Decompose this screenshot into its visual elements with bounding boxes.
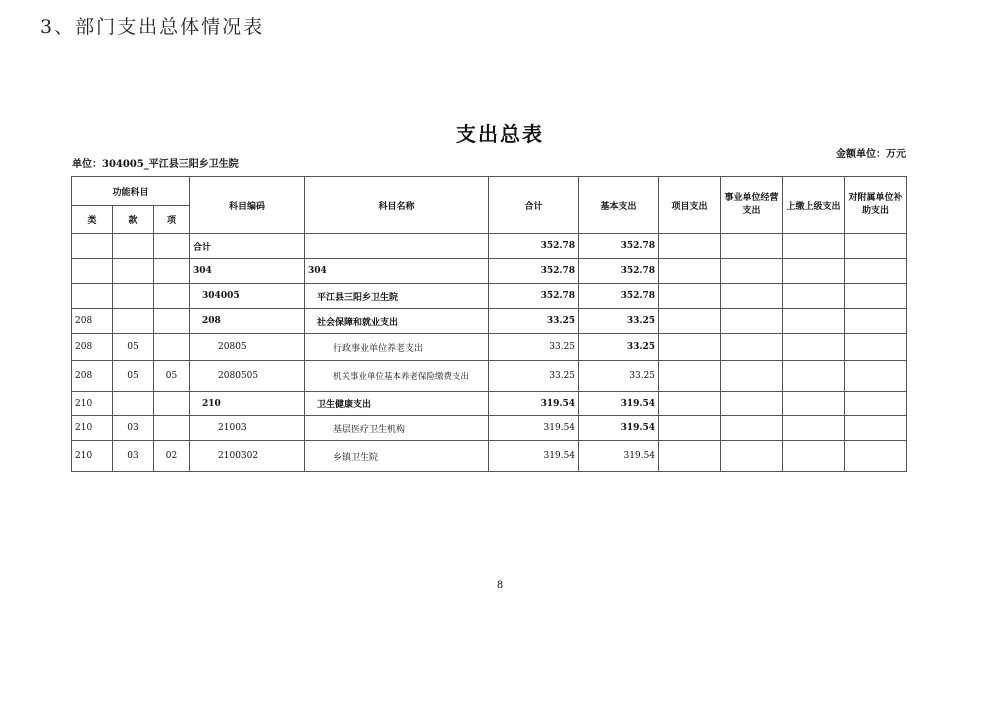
cell-basic: 33.25 bbox=[579, 361, 659, 392]
cell-xiang bbox=[154, 309, 190, 334]
cell-subsidy bbox=[845, 259, 907, 284]
cell-name: 乡镇卫生院 bbox=[305, 441, 489, 472]
cell-project bbox=[659, 392, 721, 416]
cell-xiang bbox=[154, 416, 190, 441]
table-row bbox=[72, 334, 907, 361]
cell-project bbox=[659, 441, 721, 472]
header-project: 项目支出 bbox=[659, 177, 721, 234]
header-basic: 基本支出 bbox=[579, 177, 659, 234]
cell-total: 33.25 bbox=[489, 309, 579, 334]
cell-total: 319.54 bbox=[489, 416, 579, 441]
table-row bbox=[72, 361, 907, 392]
cell-name: 基层医疗卫生机构 bbox=[305, 416, 489, 441]
cell-kuan: 03 bbox=[113, 416, 154, 441]
cell-name: 304 bbox=[305, 259, 489, 284]
cell-subsidy bbox=[845, 416, 907, 441]
cell-lei bbox=[72, 284, 113, 309]
cell-lei: 210 bbox=[72, 392, 113, 416]
cell-xiang: 05 bbox=[154, 361, 190, 392]
cell-lei bbox=[72, 259, 113, 284]
cell-upper bbox=[783, 361, 845, 392]
cell-business bbox=[721, 234, 783, 259]
cell-code: 21003 bbox=[190, 416, 305, 441]
cell-basic: 33.25 bbox=[579, 334, 659, 361]
cell-total: 352.78 bbox=[489, 284, 579, 309]
cell-upper bbox=[783, 234, 845, 259]
cell-basic: 319.54 bbox=[579, 392, 659, 416]
cell-upper bbox=[783, 259, 845, 284]
cell-name: 卫生健康支出 bbox=[305, 392, 489, 416]
cell-subsidy bbox=[845, 234, 907, 259]
header-name: 科目名称 bbox=[305, 177, 489, 234]
cell-project bbox=[659, 259, 721, 284]
cell-business bbox=[721, 334, 783, 361]
cell-subsidy bbox=[845, 334, 907, 361]
cell-total: 319.54 bbox=[489, 441, 579, 472]
cell-kuan: 05 bbox=[113, 361, 154, 392]
table-row bbox=[72, 234, 907, 259]
cell-project bbox=[659, 234, 721, 259]
cell-name bbox=[305, 234, 489, 259]
cell-code: 合计 bbox=[190, 234, 305, 259]
cell-total: 352.78 bbox=[489, 259, 579, 284]
cell-project bbox=[659, 416, 721, 441]
cell-project bbox=[659, 309, 721, 334]
cell-project bbox=[659, 334, 721, 361]
section-heading: 3、部门支出总体情况表 bbox=[40, 16, 265, 38]
cell-total: 33.25 bbox=[489, 361, 579, 392]
cell-lei: 208 bbox=[72, 309, 113, 334]
cell-name: 行政事业单位养老支出 bbox=[305, 334, 489, 361]
cell-business bbox=[721, 416, 783, 441]
cell-business bbox=[721, 309, 783, 334]
cell-lei: 210 bbox=[72, 416, 113, 441]
cell-code: 208 bbox=[190, 309, 305, 334]
cell-lei: 208 bbox=[72, 334, 113, 361]
cell-basic: 319.54 bbox=[579, 416, 659, 441]
cell-code: 20805 bbox=[190, 334, 305, 361]
cell-upper bbox=[783, 392, 845, 416]
cell-kuan bbox=[113, 259, 154, 284]
table-row bbox=[72, 416, 907, 441]
cell-upper bbox=[783, 416, 845, 441]
table-row bbox=[72, 259, 907, 284]
cell-code: 210 bbox=[190, 392, 305, 416]
cell-basic: 352.78 bbox=[579, 234, 659, 259]
cell-xiang bbox=[154, 334, 190, 361]
cell-project bbox=[659, 361, 721, 392]
cell-xiang bbox=[154, 284, 190, 309]
cell-business bbox=[721, 284, 783, 309]
header-code: 科目编码 bbox=[190, 177, 305, 234]
unit-label: 单位：304005_平江县三阳乡卫生院 bbox=[72, 159, 239, 170]
table-title: 支出总表 bbox=[456, 122, 544, 146]
cell-total: 319.54 bbox=[489, 392, 579, 416]
cell-code: 2080505 bbox=[190, 361, 305, 392]
cell-basic: 352.78 bbox=[579, 259, 659, 284]
cell-basic: 352.78 bbox=[579, 284, 659, 309]
header-business: 事业单位经营支出 bbox=[721, 177, 783, 234]
cell-basic: 319.54 bbox=[579, 441, 659, 472]
cell-kuan: 05 bbox=[113, 334, 154, 361]
header-subsidy: 对附属单位补助支出 bbox=[845, 177, 907, 234]
cell-code: 2100302 bbox=[190, 441, 305, 472]
cell-name: 平江县三阳乡卫生院 bbox=[305, 284, 489, 309]
cell-project bbox=[659, 284, 721, 309]
cell-subsidy bbox=[845, 441, 907, 472]
cell-xiang bbox=[154, 259, 190, 284]
cell-xiang: 02 bbox=[154, 441, 190, 472]
cell-business bbox=[721, 392, 783, 416]
header-lei: 类 bbox=[72, 206, 113, 234]
cell-subsidy bbox=[845, 392, 907, 416]
cell-kuan bbox=[113, 284, 154, 309]
cell-code: 304 bbox=[190, 259, 305, 284]
cell-business bbox=[721, 259, 783, 284]
page-number: 8 bbox=[496, 580, 504, 591]
cell-lei: 208 bbox=[72, 361, 113, 392]
cell-business bbox=[721, 441, 783, 472]
cell-total: 352.78 bbox=[489, 234, 579, 259]
cell-upper bbox=[783, 441, 845, 472]
cell-business bbox=[721, 361, 783, 392]
table-row bbox=[72, 441, 907, 472]
cell-name: 机关事业单位基本养老保险缴费支出 bbox=[305, 361, 489, 392]
cell-lei bbox=[72, 234, 113, 259]
table-row bbox=[72, 284, 907, 309]
cell-kuan bbox=[113, 392, 154, 416]
cell-code: 304005 bbox=[190, 284, 305, 309]
cell-upper bbox=[783, 334, 845, 361]
cell-subsidy bbox=[845, 309, 907, 334]
header-xiang: 项 bbox=[154, 206, 190, 234]
cell-kuan bbox=[113, 309, 154, 334]
table-row bbox=[72, 309, 907, 334]
cell-kuan bbox=[113, 234, 154, 259]
header-func-group: 功能科目 bbox=[72, 177, 190, 206]
cell-subsidy bbox=[845, 284, 907, 309]
cell-lei: 210 bbox=[72, 441, 113, 472]
cell-basic: 33.25 bbox=[579, 309, 659, 334]
table-row bbox=[72, 392, 907, 416]
cell-kuan: 03 bbox=[113, 441, 154, 472]
cell-subsidy bbox=[845, 361, 907, 392]
header-kuan: 款 bbox=[113, 206, 154, 234]
cell-xiang bbox=[154, 392, 190, 416]
header-upper: 上缴上级支出 bbox=[783, 177, 845, 234]
cell-xiang bbox=[154, 234, 190, 259]
cell-name: 社会保障和就业支出 bbox=[305, 309, 489, 334]
expenditure-table bbox=[71, 176, 907, 472]
header-total: 合计 bbox=[489, 177, 579, 234]
cell-upper bbox=[783, 284, 845, 309]
amount-unit-label: 金额单位：万元 bbox=[836, 149, 906, 160]
cell-total: 33.25 bbox=[489, 334, 579, 361]
cell-upper bbox=[783, 309, 845, 334]
